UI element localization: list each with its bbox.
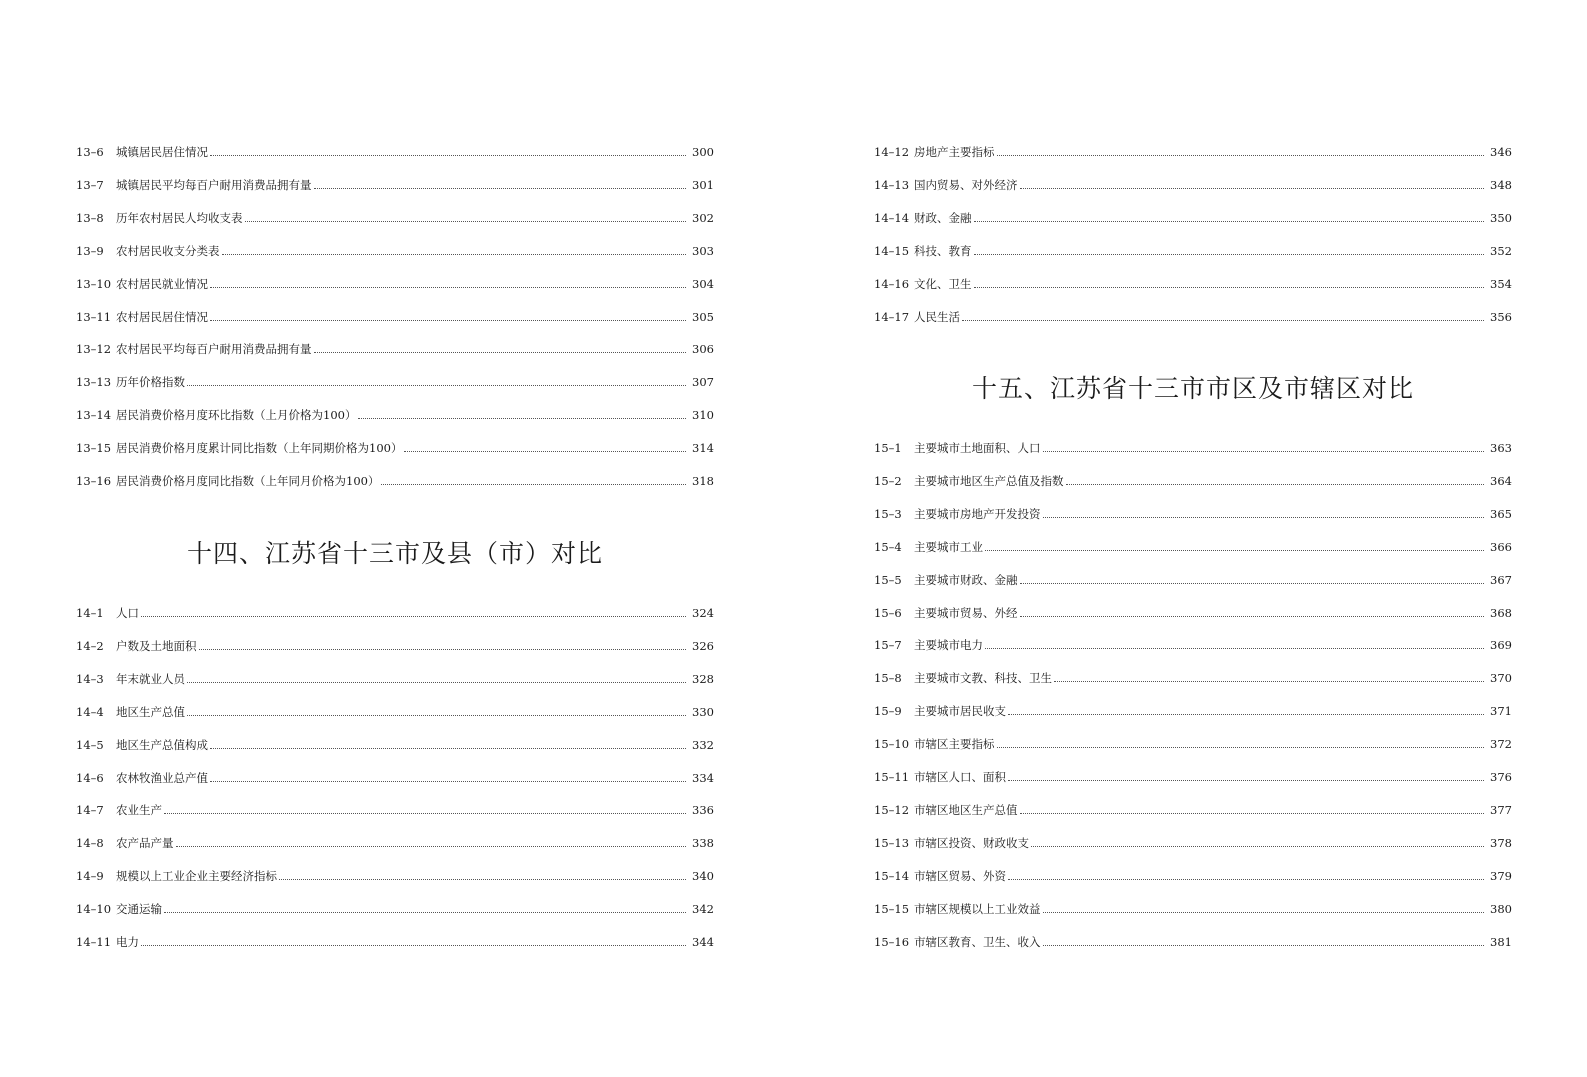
dot-leader <box>997 747 1485 748</box>
entry-number: 13–6 <box>76 145 104 159</box>
entry-page-number: 302 <box>692 210 714 225</box>
entry-title: 农村居民就业情况 <box>116 276 208 291</box>
entry-page-number: 334 <box>692 770 714 785</box>
entry-title: 市辖区地区生产总值 <box>914 802 1018 817</box>
entry-page-number: 306 <box>692 342 714 357</box>
entry-page-number: 370 <box>1490 671 1512 686</box>
entry-number: 13–12 <box>76 342 112 357</box>
toc-entry[interactable] <box>76 795 714 817</box>
entry-title: 人口 <box>116 606 139 620</box>
entry-page-number: 354 <box>1490 276 1512 291</box>
toc-entry[interactable] <box>76 236 714 258</box>
entry-number: 14–9 <box>76 869 104 884</box>
toc-entry[interactable] <box>874 137 1512 159</box>
entry-page-number: 314 <box>692 441 714 456</box>
entry-number: 13–11 <box>76 309 112 324</box>
entry-number: 15–7 <box>874 638 902 653</box>
toc-entry[interactable] <box>874 433 1512 455</box>
entry-page-number: 340 <box>692 869 714 884</box>
entry-page-number: 300 <box>692 145 714 159</box>
dot-leader <box>1020 188 1485 189</box>
entry-page-number: 376 <box>1490 770 1512 784</box>
entry-title: 财政、金融 <box>914 210 972 225</box>
entry-page-number: 350 <box>1490 210 1512 225</box>
entry-number: 15–11 <box>874 770 910 784</box>
entry-title: 市辖区主要指标 <box>914 737 995 752</box>
dot-leader <box>1008 879 1484 880</box>
dot-leader <box>974 287 1485 288</box>
entry-title: 主要城市工业 <box>914 539 983 554</box>
entry-title: 市辖区规模以上工业效益 <box>914 901 1041 916</box>
dot-leader <box>358 418 686 419</box>
toc-entry[interactable] <box>874 499 1512 521</box>
toc-entry[interactable] <box>874 532 1512 554</box>
entry-number: 14–12 <box>874 145 910 159</box>
toc-entry[interactable] <box>874 927 1512 949</box>
toc-entry[interactable] <box>76 269 714 291</box>
toc-entry[interactable] <box>874 170 1512 192</box>
toc-entry[interactable] <box>874 466 1512 488</box>
toc-entry[interactable] <box>874 203 1512 225</box>
entry-title: 年末就业人员 <box>116 671 185 686</box>
entry-title: 地区生产总值构成 <box>116 737 208 752</box>
toc-entry[interactable] <box>874 729 1512 751</box>
entry-title: 主要城市居民收支 <box>914 704 1006 719</box>
entry-title: 市辖区投资、财政收支 <box>914 835 1029 850</box>
entry-title: 农村居民收支分类表 <box>116 243 220 258</box>
entry-number: 14–11 <box>76 935 112 949</box>
entry-page-number: 338 <box>692 836 714 851</box>
entry-number: 14–1 <box>76 606 104 620</box>
entry-page-number: 380 <box>1490 901 1512 916</box>
dot-leader <box>187 385 686 386</box>
entry-number: 15–2 <box>874 473 902 488</box>
toc-entry[interactable] <box>76 894 714 916</box>
entry-number: 14–5 <box>76 737 104 752</box>
dot-leader <box>974 221 1485 222</box>
entry-title: 国内贸易、对外经济 <box>914 177 1018 192</box>
entry-page-number: 332 <box>692 737 714 752</box>
entry-title: 居民消费价格月度同比指数（上年同月价格为100） <box>116 474 380 488</box>
entry-page-number: 326 <box>692 638 714 653</box>
entry-title: 主要城市文教、科技、卫生 <box>914 671 1052 686</box>
entry-title: 主要城市房地产开发投资 <box>914 506 1041 521</box>
toc-entry[interactable] <box>76 664 714 686</box>
entry-page-number: 377 <box>1490 802 1512 817</box>
toc-entry[interactable] <box>874 269 1512 291</box>
entry-number: 13–7 <box>76 177 104 192</box>
entry-number: 15–5 <box>874 572 902 587</box>
entry-page-number: 352 <box>1490 243 1512 258</box>
chapter-14-heading: 十四、江苏省十三市及县（市）对比 <box>186 539 603 568</box>
toc-entry[interactable] <box>874 565 1512 587</box>
chapter-15-heading: 十五、江苏省十三市市区及市辖区对比 <box>971 374 1414 403</box>
dot-leader <box>164 912 686 913</box>
entry-page-number: 336 <box>692 803 714 818</box>
dot-leader <box>1043 945 1485 946</box>
dot-leader <box>1043 517 1485 518</box>
toc-entry[interactable] <box>76 433 714 455</box>
toc-entry[interactable] <box>874 762 1512 784</box>
entry-page-number: 342 <box>692 902 714 917</box>
entry-page-number: 324 <box>692 606 714 620</box>
entry-title: 主要城市财政、金融 <box>914 572 1018 587</box>
entry-number: 15–3 <box>874 506 902 521</box>
dot-leader <box>1008 714 1484 715</box>
toc-entry[interactable] <box>874 894 1512 916</box>
dot-leader <box>314 352 687 353</box>
toc-entry[interactable] <box>874 630 1512 652</box>
entry-title: 城镇居民平均每百户耐用消费品拥有量 <box>116 177 312 192</box>
entry-page-number: 371 <box>1490 704 1512 719</box>
entry-title: 历年价格指数 <box>116 375 185 390</box>
entry-title: 居民消费价格月度累计同比指数（上年同期价格为100） <box>116 441 403 456</box>
entry-title: 科技、教育 <box>914 243 972 258</box>
entry-number: 15–10 <box>874 737 910 752</box>
entry-page-number: 310 <box>692 408 714 423</box>
entry-number: 13–10 <box>76 276 112 291</box>
entry-page-number: 379 <box>1490 868 1512 883</box>
entry-page-number: 307 <box>692 375 714 390</box>
entry-title: 地区生产总值 <box>116 704 185 719</box>
dot-leader <box>1043 451 1485 452</box>
entry-title: 主要城市土地面积、人口 <box>914 441 1041 455</box>
entry-number: 13–13 <box>76 375 112 390</box>
toc-entry[interactable] <box>874 302 1512 324</box>
dot-leader <box>314 188 687 189</box>
dot-leader <box>985 550 1484 551</box>
dot-leader <box>176 846 687 847</box>
toc-entry[interactable] <box>76 763 714 785</box>
entry-number: 15–16 <box>874 934 910 949</box>
entry-number: 14–10 <box>76 902 112 917</box>
entry-title: 农业生产 <box>116 803 162 818</box>
entry-number: 14–17 <box>874 309 910 324</box>
dot-leader <box>1020 616 1485 617</box>
entry-title: 规模以上工业企业主要经济指标 <box>116 869 277 884</box>
dot-leader <box>974 254 1485 255</box>
toc-entry[interactable] <box>76 137 714 159</box>
entry-title: 历年农村居民人均收支表 <box>116 210 243 225</box>
entry-number: 15–8 <box>874 671 902 686</box>
entry-page-number: 365 <box>1490 506 1512 521</box>
entry-number: 14–7 <box>76 803 104 818</box>
entry-title: 主要城市电力 <box>914 638 983 653</box>
toc-entry[interactable] <box>874 236 1512 258</box>
entry-page-number: 369 <box>1490 638 1512 653</box>
entry-number: 15–6 <box>874 605 902 620</box>
dot-leader <box>381 484 686 485</box>
entry-title: 农村居民居住情况 <box>116 309 208 324</box>
dot-leader <box>404 451 686 452</box>
entry-title: 文化、卫生 <box>914 276 972 291</box>
dot-leader <box>210 155 686 156</box>
dot-leader <box>1043 912 1485 913</box>
entry-number: 14–15 <box>874 243 910 258</box>
toc-entry[interactable] <box>874 828 1512 850</box>
entry-title: 市辖区教育、卫生、收入 <box>914 934 1041 949</box>
entry-number: 15–13 <box>874 835 910 850</box>
toc-entry[interactable] <box>76 861 714 883</box>
entry-number: 14–8 <box>76 836 104 851</box>
entry-title: 居民消费价格月度环比指数（上月价格为100） <box>116 408 357 423</box>
entry-title: 房地产主要指标 <box>914 145 995 159</box>
dot-leader <box>962 320 1484 321</box>
entry-number: 15–12 <box>874 802 910 817</box>
dot-leader <box>222 254 687 255</box>
entry-number: 13–15 <box>76 441 112 456</box>
entry-page-number: 367 <box>1490 572 1512 587</box>
toc-entry[interactable] <box>76 302 714 324</box>
dot-leader <box>141 616 686 617</box>
dot-leader <box>199 649 687 650</box>
entry-title: 市辖区贸易、外资 <box>914 868 1006 883</box>
entry-title: 户数及土地面积 <box>116 638 197 653</box>
dot-leader <box>1020 583 1485 584</box>
entry-page-number: 372 <box>1490 737 1512 752</box>
entry-title: 人民生活 <box>914 309 960 324</box>
entry-page-number: 346 <box>1490 145 1512 159</box>
entry-number: 13–9 <box>76 243 104 258</box>
dot-leader <box>1020 813 1485 814</box>
entry-page-number: 364 <box>1490 473 1512 488</box>
dot-leader <box>997 155 1485 156</box>
dot-leader <box>1066 484 1485 485</box>
dot-leader <box>187 682 686 683</box>
dot-leader <box>141 945 686 946</box>
entry-page-number: 368 <box>1490 605 1512 620</box>
toc-entry[interactable] <box>874 861 1512 883</box>
toc-entry[interactable] <box>76 598 714 620</box>
entry-number: 13–8 <box>76 210 104 225</box>
toc-entry[interactable] <box>76 927 714 949</box>
toc-entry[interactable] <box>76 730 714 752</box>
toc-entry[interactable] <box>76 170 714 192</box>
entry-number: 14–2 <box>76 638 104 653</box>
toc-entry[interactable] <box>874 598 1512 620</box>
entry-page-number: 381 <box>1490 934 1512 949</box>
entry-page-number: 303 <box>692 243 714 258</box>
toc-entry[interactable] <box>76 466 714 488</box>
entry-number: 14–6 <box>76 770 104 785</box>
dot-leader <box>279 879 686 880</box>
dot-leader <box>210 748 686 749</box>
toc-entry[interactable] <box>76 367 714 389</box>
entry-number: 15–1 <box>874 441 902 455</box>
entry-number: 13–16 <box>76 474 112 488</box>
dot-leader <box>985 648 1484 649</box>
entry-number: 14–14 <box>874 210 910 225</box>
toc-entry[interactable] <box>76 697 714 719</box>
entry-page-number: 301 <box>692 177 714 192</box>
entry-number: 13–14 <box>76 408 112 423</box>
toc-entry[interactable] <box>76 631 714 653</box>
entry-number: 14–13 <box>874 177 910 192</box>
entry-number: 15–9 <box>874 704 902 719</box>
entry-number: 14–4 <box>76 704 104 719</box>
entry-title: 主要城市地区生产总值及指数 <box>914 473 1064 488</box>
entry-title: 电力 <box>116 935 139 949</box>
dot-leader <box>187 715 686 716</box>
entry-title: 农林牧渔业总产值 <box>116 770 208 785</box>
entry-title: 主要城市贸易、外经 <box>914 605 1018 620</box>
entry-number: 15–14 <box>874 868 910 883</box>
entry-title: 交通运输 <box>116 902 162 917</box>
entry-title: 农产品产量 <box>116 836 174 851</box>
entry-page-number: 348 <box>1490 177 1512 192</box>
entry-page-number: 363 <box>1490 441 1512 455</box>
dot-leader <box>1008 780 1484 781</box>
entry-page-number: 305 <box>692 309 714 324</box>
entry-number: 14–3 <box>76 671 104 686</box>
toc-entry[interactable] <box>874 663 1512 685</box>
entry-page-number: 304 <box>692 276 714 291</box>
dot-leader <box>164 813 686 814</box>
entry-number: 15–4 <box>874 539 902 554</box>
entry-page-number: 318 <box>692 474 714 488</box>
entry-page-number: 344 <box>692 935 714 949</box>
entry-title: 农村居民平均每百户耐用消费品拥有量 <box>116 342 312 357</box>
toc-entry[interactable] <box>874 696 1512 718</box>
dot-leader <box>1031 846 1484 847</box>
toc-entry[interactable] <box>874 795 1512 817</box>
entry-number: 15–15 <box>874 901 910 916</box>
toc-entry[interactable] <box>76 828 714 850</box>
entry-number: 14–16 <box>874 276 910 291</box>
dot-leader <box>245 221 687 222</box>
entry-title: 市辖区人口、面积 <box>914 770 1006 784</box>
entry-page-number: 328 <box>692 671 714 686</box>
toc-entry[interactable] <box>76 203 714 225</box>
entry-page-number: 366 <box>1490 539 1512 554</box>
entry-page-number: 330 <box>692 704 714 719</box>
dot-leader <box>210 287 686 288</box>
entry-page-number: 356 <box>1490 309 1512 324</box>
toc-entry[interactable] <box>76 400 714 422</box>
dot-leader <box>1054 681 1484 682</box>
dot-leader <box>210 781 686 782</box>
dot-leader <box>210 320 686 321</box>
toc-entry[interactable] <box>76 334 714 356</box>
entry-title: 城镇居民居住情况 <box>116 145 208 159</box>
entry-page-number: 378 <box>1490 835 1512 850</box>
